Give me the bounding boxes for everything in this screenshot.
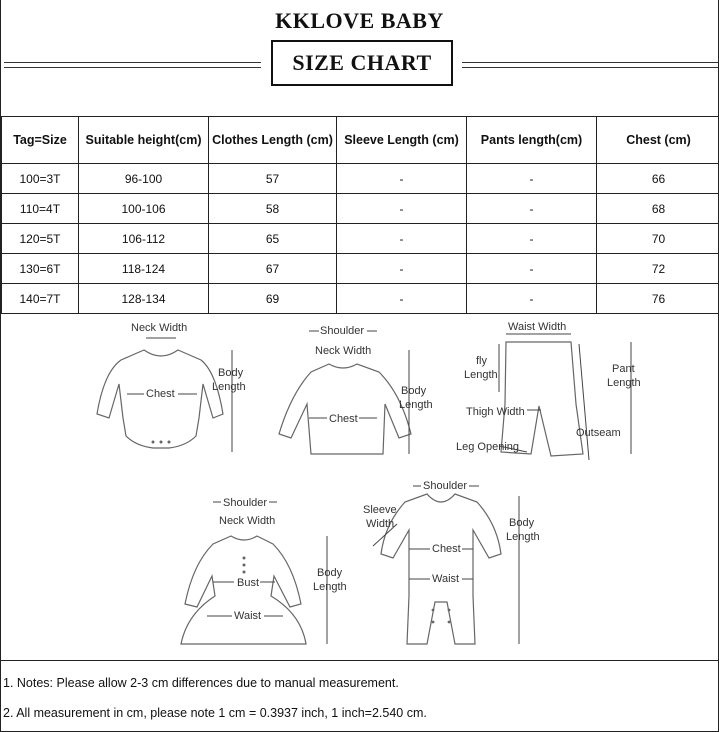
romper-waist-label: Waist (432, 573, 460, 585)
table-header-row (2, 117, 719, 164)
romper-sleeve-label: Sleeve (363, 504, 397, 516)
dress-body-label: Body (317, 567, 343, 579)
title-rule-right (462, 62, 718, 68)
note-unit-conversion: 2. All measurement in cm, please note 1 cm = 0.3937 inch, 1 inch=2.540 cm. (3, 706, 427, 720)
note-measurement-difference: 1. Notes: Please allow 2-3 cm differences due to manual measurement. (3, 676, 399, 690)
pants-outline-icon (501, 342, 583, 456)
table-cell: - (337, 224, 467, 254)
table-row (2, 254, 719, 284)
table-cell: 70 (597, 224, 719, 254)
pants-waist-width-label: Waist Width (508, 321, 567, 333)
column-header: Sleeve Length (cm) (337, 117, 467, 164)
tshirt-length-label: Length (399, 399, 433, 411)
table-cell: - (467, 254, 597, 284)
bodysuit-chest-label: Chest (146, 388, 175, 400)
romper-chest-label: Chest (432, 543, 461, 555)
column-header: Pants length(cm) (467, 117, 597, 164)
measurement-diagrams (1, 314, 719, 660)
table-cell: - (337, 254, 467, 284)
table-row (2, 164, 719, 194)
table-cell: 100=3T (2, 164, 79, 194)
column-header: Clothes Length (cm) (209, 117, 337, 164)
size-table (1, 116, 719, 314)
romper-diagram (363, 478, 540, 644)
column-header: Tag=Size (2, 117, 79, 164)
table-cell: - (337, 164, 467, 194)
pants-diagram (456, 321, 641, 460)
dress-neck-width-label: Neck Width (219, 515, 276, 527)
table-cell: 128-134 (79, 284, 209, 314)
table-cell: - (467, 224, 597, 254)
romper-outline-icon (381, 494, 501, 644)
table-cell: 118-124 (79, 254, 209, 284)
pants-leg-opening-label: Leg Opening (456, 441, 519, 453)
dress-bust-label: Bust (237, 577, 260, 589)
column-header: Chest (cm) (597, 117, 719, 164)
romper-width-label: Width (366, 518, 395, 530)
table-row (2, 194, 719, 224)
pants-pant-label: Pant (612, 363, 635, 375)
romper-shoulder-label: Shoulder (423, 480, 468, 492)
table-cell: 68 (597, 194, 719, 224)
table-cell: 96-100 (79, 164, 209, 194)
dress-outline-icon (181, 536, 306, 644)
table-cell: 106-112 (79, 224, 209, 254)
bodysuit-body-label: Body (218, 367, 244, 379)
table-row (2, 224, 719, 254)
pants-pant-length-label: Length (607, 377, 641, 389)
pants-fly-length-label: Length (464, 369, 498, 381)
table-cell: 66 (597, 164, 719, 194)
romper-length-label: Length (506, 531, 540, 543)
brand-title: KKLOVE BABY (275, 8, 444, 33)
dress-waist-label: Waist (234, 610, 262, 622)
table-cell: 65 (209, 224, 337, 254)
notes-section (1, 660, 719, 720)
table-cell: 72 (597, 254, 719, 284)
romper-body-label: Body (509, 517, 535, 529)
size-chart-title-box (271, 40, 453, 86)
table-cell: 57 (209, 164, 337, 194)
table-cell: 130=6T (2, 254, 79, 284)
table-cell: 120=5T (2, 224, 79, 254)
tshirt-body-label: Body (401, 385, 427, 397)
table-cell: 58 (209, 194, 337, 224)
tshirt-diagram (279, 323, 433, 454)
bodysuit-length-label: Length (212, 381, 246, 393)
table-cell: 69 (209, 284, 337, 314)
table-row (2, 284, 719, 314)
dress-diagram (181, 494, 347, 644)
bodysuit-diagram (97, 322, 246, 452)
tshirt-neck-width-label: Neck Width (315, 345, 372, 357)
table-cell: 110=4T (2, 194, 79, 224)
pants-fly-label: fly (476, 355, 487, 367)
tshirt-outline-icon (279, 364, 411, 454)
table-cell: 140=7T (2, 284, 79, 314)
title-rule-left (4, 62, 261, 68)
pants-outseam-label: Outseam (576, 427, 621, 439)
table-cell: 67 (209, 254, 337, 284)
table-cell: - (337, 194, 467, 224)
tshirt-shoulder-label: Shoulder (320, 325, 365, 337)
table-cell: - (467, 164, 597, 194)
table-cell: 100-106 (79, 194, 209, 224)
bodysuit-neck-width-label: Neck Width (131, 322, 188, 334)
table-cell: - (467, 194, 597, 224)
size-chart-title: SIZE CHART (292, 50, 432, 75)
pants-thigh-width-label: Thigh Width (466, 406, 525, 418)
table-cell: - (337, 284, 467, 314)
dress-length-label: Length (313, 581, 347, 593)
table-cell: - (467, 284, 597, 314)
table-cell: 76 (597, 284, 719, 314)
column-header: Suitable height(cm) (79, 117, 209, 164)
tshirt-chest-label: Chest (329, 413, 358, 425)
dress-shoulder-label: Shoulder (223, 497, 268, 509)
